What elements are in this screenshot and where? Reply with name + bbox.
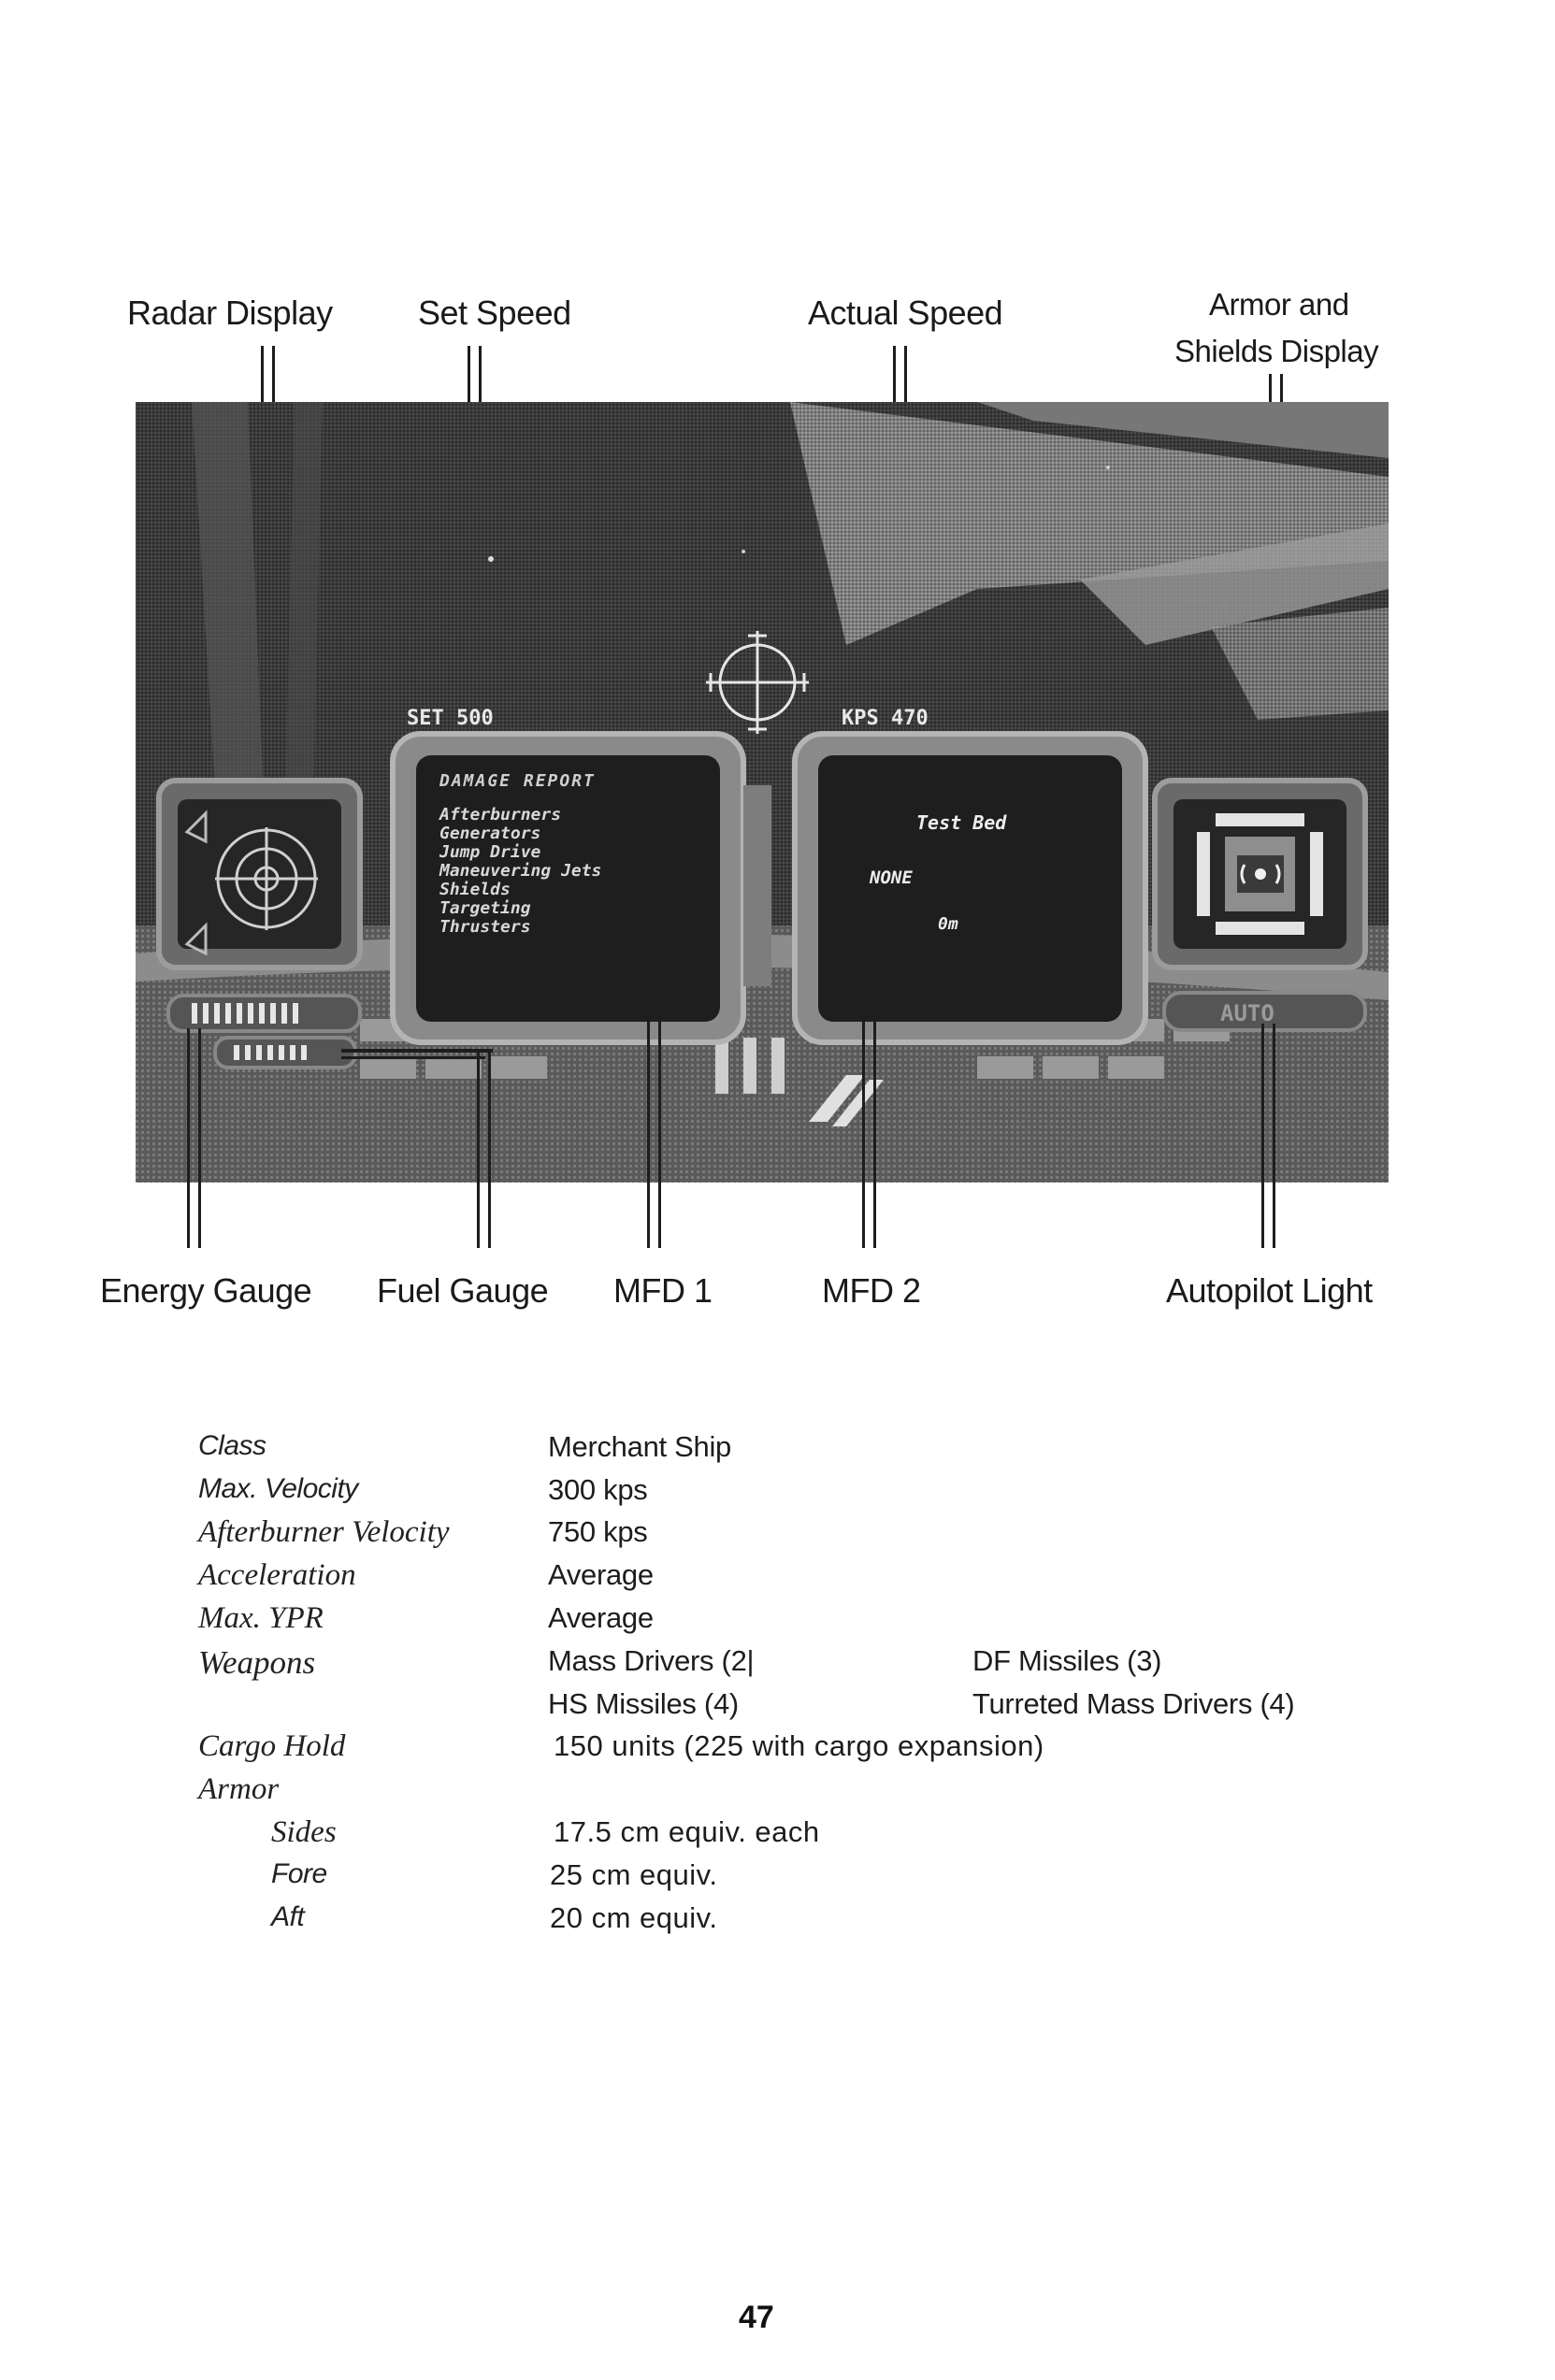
damage-item-maneuvering-jets: Maneuvering Jets (439, 861, 602, 881)
spec-value-weapon-1: Mass Drivers (2| (548, 1644, 755, 1677)
autopilot-label: AUTO (1220, 1000, 1274, 1026)
spec-value-max-velocity: 300 kps (548, 1473, 648, 1506)
damage-item-thrusters: Thrusters (439, 917, 531, 937)
leader-mfd2 (862, 1014, 876, 1248)
callout-set-speed: Set Speed (418, 294, 571, 332)
spec-label-aft: Aft (271, 1901, 305, 1932)
callout-radar-display: Radar Display (127, 294, 333, 332)
mfd1-damage-list (439, 806, 601, 937)
spec-label-cargo-hold: Cargo Hold (198, 1729, 346, 1763)
spec-row-acceleration (198, 1558, 1358, 1599)
callout-fuel-gauge: Fuel Gauge (377, 1271, 549, 1310)
actual-speed-readout: KPS 470 (842, 707, 929, 730)
spec-row-weapons (198, 1644, 1358, 1685)
damage-item-targeting: Targeting (439, 898, 531, 918)
callout-mfd2: MFD 2 (822, 1271, 921, 1310)
spec-row-armor-sides (198, 1815, 1358, 1857)
spec-row-armor-aft (198, 1901, 1358, 1943)
spec-value-afterburner-velocity: 750 kps (548, 1515, 648, 1548)
damage-item-shields: Shields (439, 880, 511, 899)
spec-row-max-ypr (198, 1601, 1358, 1642)
mfd2-destination-value: NONE (870, 867, 913, 888)
damage-item-afterburners: Afterburners (439, 805, 562, 824)
spec-value-weapon-3: HS Missiles (4) (548, 1687, 739, 1720)
leader-energy-gauge (187, 1028, 201, 1248)
leader-fuel-gauge-horizontal-2 (341, 1056, 485, 1059)
spec-value-acceleration: Average (548, 1558, 654, 1591)
spec-row-max-velocity (198, 1473, 1358, 1514)
leader-autopilot (1261, 1024, 1275, 1248)
spec-row-afterburner-velocity (198, 1515, 1358, 1556)
spec-label-fore: Fore (271, 1858, 327, 1889)
spec-value-sides: 17.5 cm equiv. each (554, 1815, 820, 1848)
spec-label-class: Class (198, 1430, 266, 1461)
spec-row-cargo-hold (198, 1729, 1358, 1771)
spec-label-armor: Armor (198, 1772, 280, 1806)
damage-item-jump-drive: Jump Drive (439, 842, 541, 862)
spec-label-max-velocity: Max. Velocity (198, 1473, 358, 1504)
set-speed-readout: SET 500 (407, 707, 494, 730)
spec-label-max-ypr: Max. YPR (198, 1601, 324, 1635)
spec-row-class (198, 1430, 1358, 1471)
cockpit-screenshot (136, 402, 1389, 1183)
callout-energy-gauge: Energy Gauge (100, 1271, 312, 1310)
page-number: 47 (739, 2300, 774, 2335)
mfd1-title: DAMAGE REPORT (439, 771, 596, 791)
spec-value-aft: 20 cm equiv. (550, 1901, 718, 1934)
spec-value-max-ypr: Average (548, 1601, 654, 1634)
spec-label-weapons: Weapons (198, 1644, 316, 1681)
leader-fuel-gauge (477, 1049, 491, 1248)
spec-value-fore: 25 cm equiv. (550, 1858, 718, 1891)
callout-armor-shields-line1: Armor and (1209, 287, 1349, 322)
spec-row-armor-fore (198, 1858, 1358, 1900)
spec-label-acceleration: Acceleration (198, 1558, 356, 1592)
spec-label-afterburner-velocity: Afterburner Velocity (198, 1515, 450, 1549)
spec-row-weapons-2 (198, 1687, 1358, 1728)
damage-item-generators: Generators (439, 824, 541, 843)
spec-value-cargo-hold: 150 units (225 with cargo expansion) (554, 1729, 1044, 1762)
spec-value-weapon-2: DF Missiles (3) (972, 1644, 1162, 1677)
callout-autopilot-light: Autopilot Light (1166, 1271, 1373, 1310)
mfd2-target-name: Test Bed (916, 811, 1007, 834)
leader-mfd1 (647, 1014, 661, 1248)
cockpit-illustration (136, 402, 1389, 1183)
spec-value-class: Merchant Ship (548, 1430, 731, 1463)
callout-armor-shields-line2: Shields Display (1174, 334, 1379, 368)
callout-mfd1: MFD 1 (613, 1271, 713, 1310)
callout-actual-speed: Actual Speed (808, 294, 1003, 332)
mfd2-range-value: 0m (938, 914, 958, 934)
spec-value-weapon-4: Turreted Mass Drivers (4) (972, 1687, 1295, 1720)
leader-fuel-gauge-horizontal (341, 1049, 493, 1053)
spec-label-sides: Sides (271, 1815, 337, 1849)
spec-row-armor (198, 1772, 1358, 1814)
